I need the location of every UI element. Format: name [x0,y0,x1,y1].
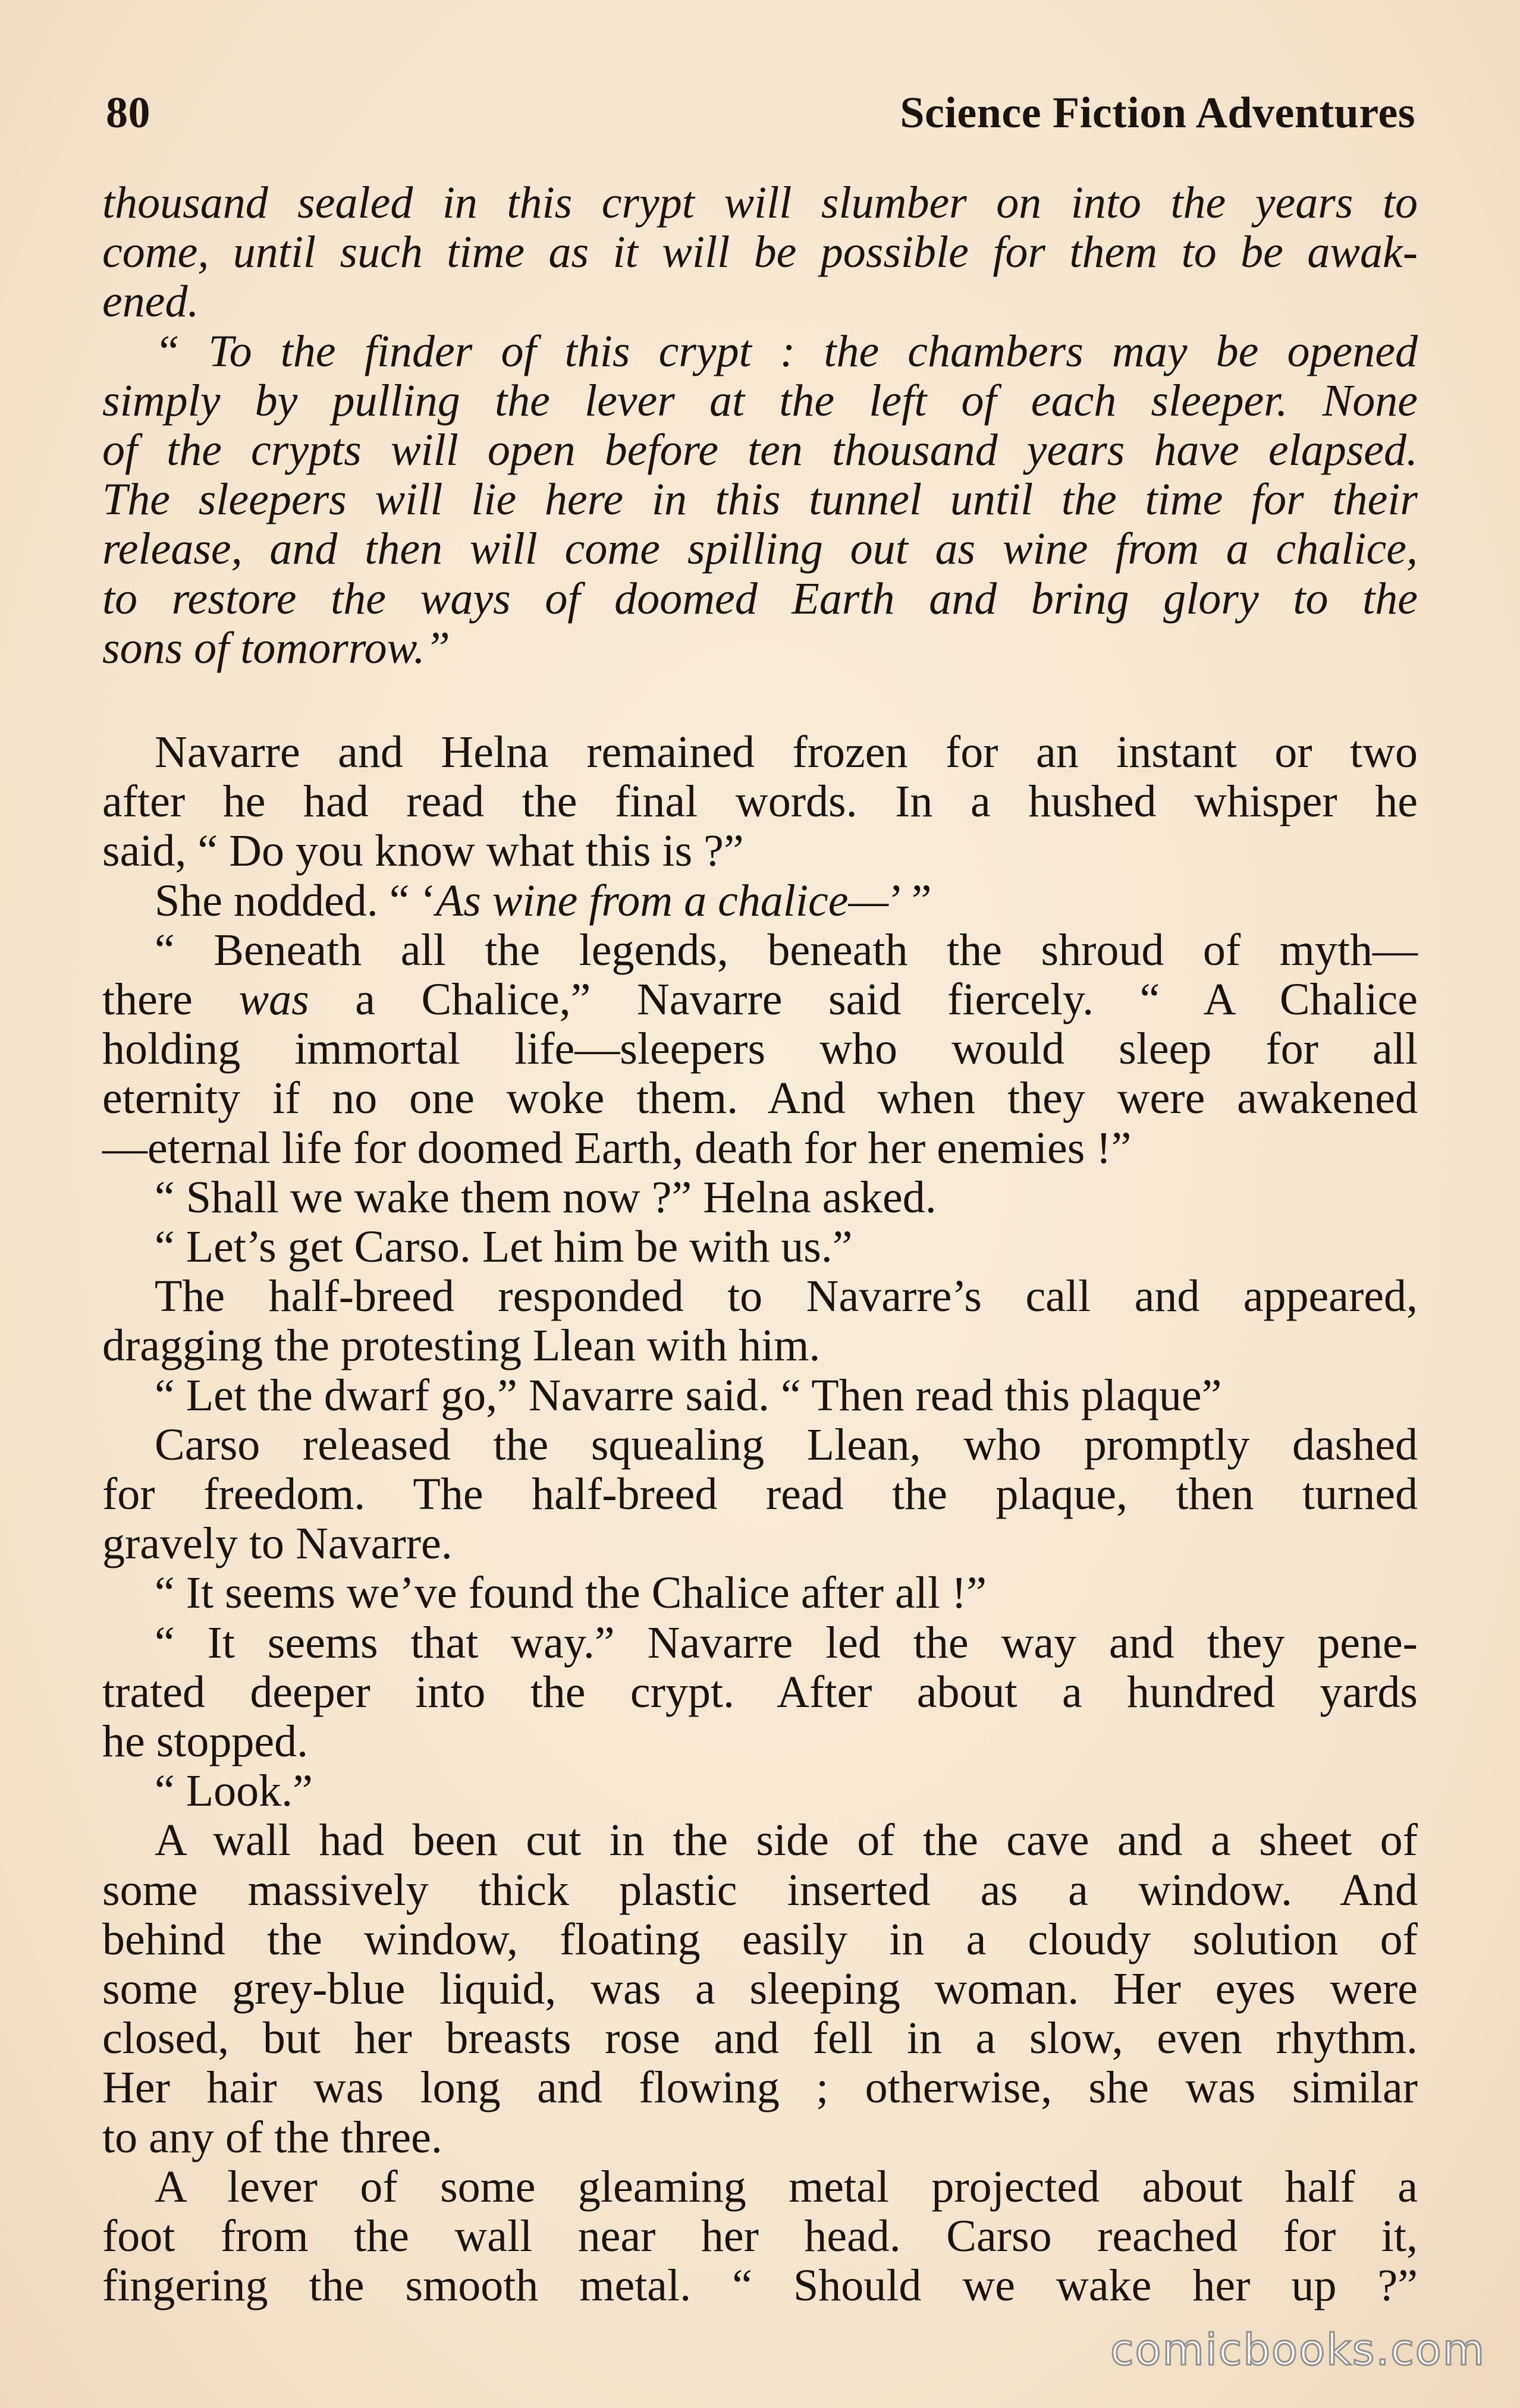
text-line: fingering the smooth metal. “ Should we wake her up ?” [102,2261,1418,2311]
text-line: The half-breed responded to Navarre’s call and appeared, [155,1271,1418,1322]
text-line: some grey-blue liquid, was a sleeping woman. Her eyes were [102,1964,1418,2014]
text-line: She nodded. “ ‘As wine from a chalice—’ ” [155,875,932,926]
text-line: for freedom. The half-breed read the plaque, then turned [102,1469,1418,1520]
text-line: “ It seems we’ve found the Chalice after all !” [155,1568,987,1618]
text-line: Carso released the squealing Llean, who promptly dashed [155,1419,1418,1470]
text-line: “ Shall we wake them now ?” Helna asked. [155,1172,937,1222]
text-line: foot from the wall near her head. Carso reached for it, [102,2211,1418,2262]
text-line: dragging the protesting Llean with him. [102,1321,821,1371]
plaque-inscription [102,178,1418,673]
text-line: “ Let the dwarf go,” Navarre said. “ Then read this plaque” [155,1370,1222,1420]
text-line: holding immortal life—sleepers who would sleep for all [102,1024,1418,1074]
text-line: some massively thick plastic inserted as a window. And [102,1865,1418,1915]
quote-line: release, and then will come spilling out as wine from a chalice, [102,524,1418,574]
quote-line: “ To the finder of this crypt : the chambers may be opened [155,326,1418,376]
text-line: he stopped. [102,1717,309,1767]
text-line: Navarre and Helna remained frozen for an instant or two [155,727,1418,777]
quote-line: of the crypts will open before ten thousand years have elapsed. [102,425,1418,476]
text-line: behind the window, floating easily in a cloudy solution of [102,1914,1418,1964]
text-line: “ It seems that way.” Navarre led the way and they pene- [155,1617,1418,1668]
text-line: trated deeper into the crypt. After about a hundred yards [102,1667,1418,1717]
quote-line: sons of tomorrow.” [102,623,450,673]
watermark-logo: comicbooks.com [1110,2325,1486,2375]
text-line: eternity if no one woke them. And when they were awakened [102,1073,1418,1124]
text-line: “ Look.” [155,1766,313,1816]
italic-quote: As wine from a chalice— [435,875,889,926]
quote-line: The sleepers will lie here in this tunnel until the time for their [102,474,1418,525]
text-line: there was a Chalice,” Navarre said fiercely. “ A Chalice [102,974,1418,1025]
quote-line: to restore the ways of doomed Earth and bring glory to the [102,573,1418,624]
text-line: A wall had been cut in the side of the cave and a sheet of [155,1815,1418,1866]
story-text [102,728,1418,2311]
italic-word: was [238,974,309,1025]
text-line: “ Let’s get Carso. Let him be with us.” [155,1222,853,1272]
quote-line: ened. [102,276,199,327]
text-line: “ Beneath all the legends, beneath the shroud of myth— [155,925,1418,975]
running-title: Science Fiction Adventures [900,89,1415,137]
text-line: closed, but her breasts rose and fell in a slow, even rhythm. [102,2013,1418,2064]
text-line: gravely to Navarre. [102,1519,453,1569]
quote-line: come, until such time as it will be possible for them to be awak- [102,227,1418,278]
text-line: said, “ Do you know what this is ?” [102,826,744,876]
quote-line: simply by pulling the lever at the left of each sleeper. None [102,375,1418,426]
text-line: —eternal life for doomed Earth, death for her enemies !” [102,1123,1132,1173]
text-line: Her hair was long and flowing ; otherwise, she was similar [102,2063,1418,2113]
page-number: 80 [106,89,150,137]
text-line: after he had read the final words. In a hushed whisper he [102,777,1418,827]
text-line: to any of the three. [102,2112,442,2162]
page-header [106,88,1415,147]
text-line: A lever of some gleaming metal projected about half a [155,2161,1418,2212]
quote-line: thousand sealed in this crypt will slumber on into the years to [102,178,1418,228]
